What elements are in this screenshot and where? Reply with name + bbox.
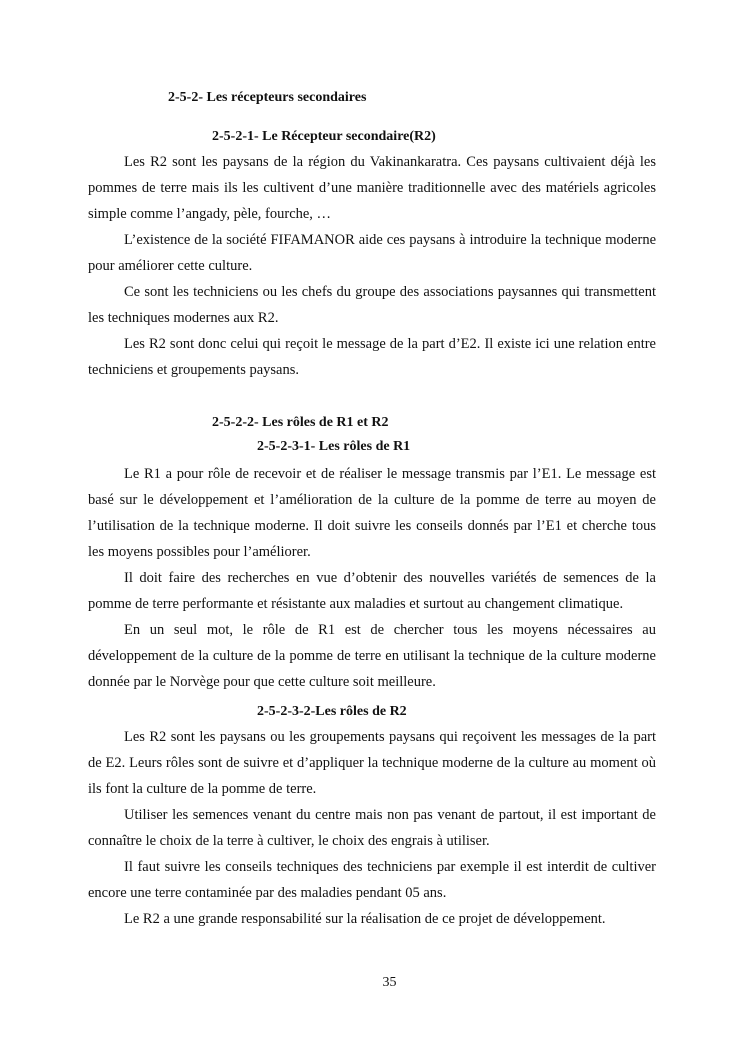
paragraph: Les R2 sont donc celui qui reçoit le message de la part d’E2. Il existe ici une relation entre techniciens et groupements paysans. <box>88 336 656 378</box>
heading-2-5-2-3-2: 2-5-2-3-2-Les rôles de R2 <box>257 704 407 719</box>
paragraph: Utiliser les semences venant du centre mais non pas venant de partout, il est important de connaître le choix de la terre à cultiver, le choix des engrais à utiliser. <box>88 807 656 849</box>
paragraph: Il faut suivre les conseils techniques des techniciens par exemple il est interdit de cultiver encore une terre contaminée par des maladies pendant 05 ans. <box>88 859 656 901</box>
paragraph: Ce sont les techniciens ou les chefs du groupe des associations paysannes qui transmettent les techniques modernes aux R2. <box>88 284 656 326</box>
heading-2-5-2-2: 2-5-2-2- Les rôles de R1 et R2 <box>212 415 389 430</box>
paragraph: L’existence de la société FIFAMANOR aide ces paysans à introduire la technique moderne pour améliorer cette culture. <box>88 232 656 274</box>
paragraph: Les R2 sont les paysans de la région du Vakinankaratra. Ces paysans cultivaient déjà les pommes de terre mais ils les cultivent d’une manière traditionnelle avec des matériels agricoles simple comme l’angady, pèle, fourche, … <box>88 154 656 222</box>
heading-2-5-2-3-1: 2-5-2-3-1- Les rôles de R1 <box>257 439 411 454</box>
paragraph: Il doit faire des recherches en vue d’obtenir des nouvelles variétés de semences de la pomme de terre performante et résistante aux maladies et surtout au changement climatique. <box>88 570 656 612</box>
section-r2-body <box>88 149 656 383</box>
section-roles-r2-body <box>88 724 656 932</box>
heading-2-5-2: 2-5-2- Les récepteurs secondaires <box>168 90 367 105</box>
paragraph: Le R1 a pour rôle de recevoir et de réaliser le message transmis par l’E1. Le message est basé sur le développement et l’amélioration de la culture de la pomme de terre au moyen de l’utilisation de la technique moderne. Il doit suivre les conseils donnés par l’E1 et cherche tous les moyens possibles pour l’améliorer. <box>88 466 656 560</box>
section-roles-r1-body <box>88 461 656 695</box>
paragraph: En un seul mot, le rôle de R1 est de chercher tous les moyens nécessaires au développement de la culture de la pomme de terre en utilisant la technique de la culture moderne donnée par le Norvège pour que cette culture soit meilleure. <box>88 622 656 690</box>
paragraph: Le R2 a une grande responsabilité sur la réalisation de ce projet de développement. <box>124 911 606 927</box>
page-number: 35 <box>382 975 397 990</box>
heading-2-5-2-1: 2-5-2-1- Le Récepteur secondaire(R2) <box>212 129 436 144</box>
paragraph: Les R2 sont les paysans ou les groupements paysans qui reçoivent les messages de la part de E2. Leurs rôles sont de suivre et d’appliquer la technique moderne de la culture au moment où ils font la culture de la pomme de terre. <box>88 729 656 797</box>
